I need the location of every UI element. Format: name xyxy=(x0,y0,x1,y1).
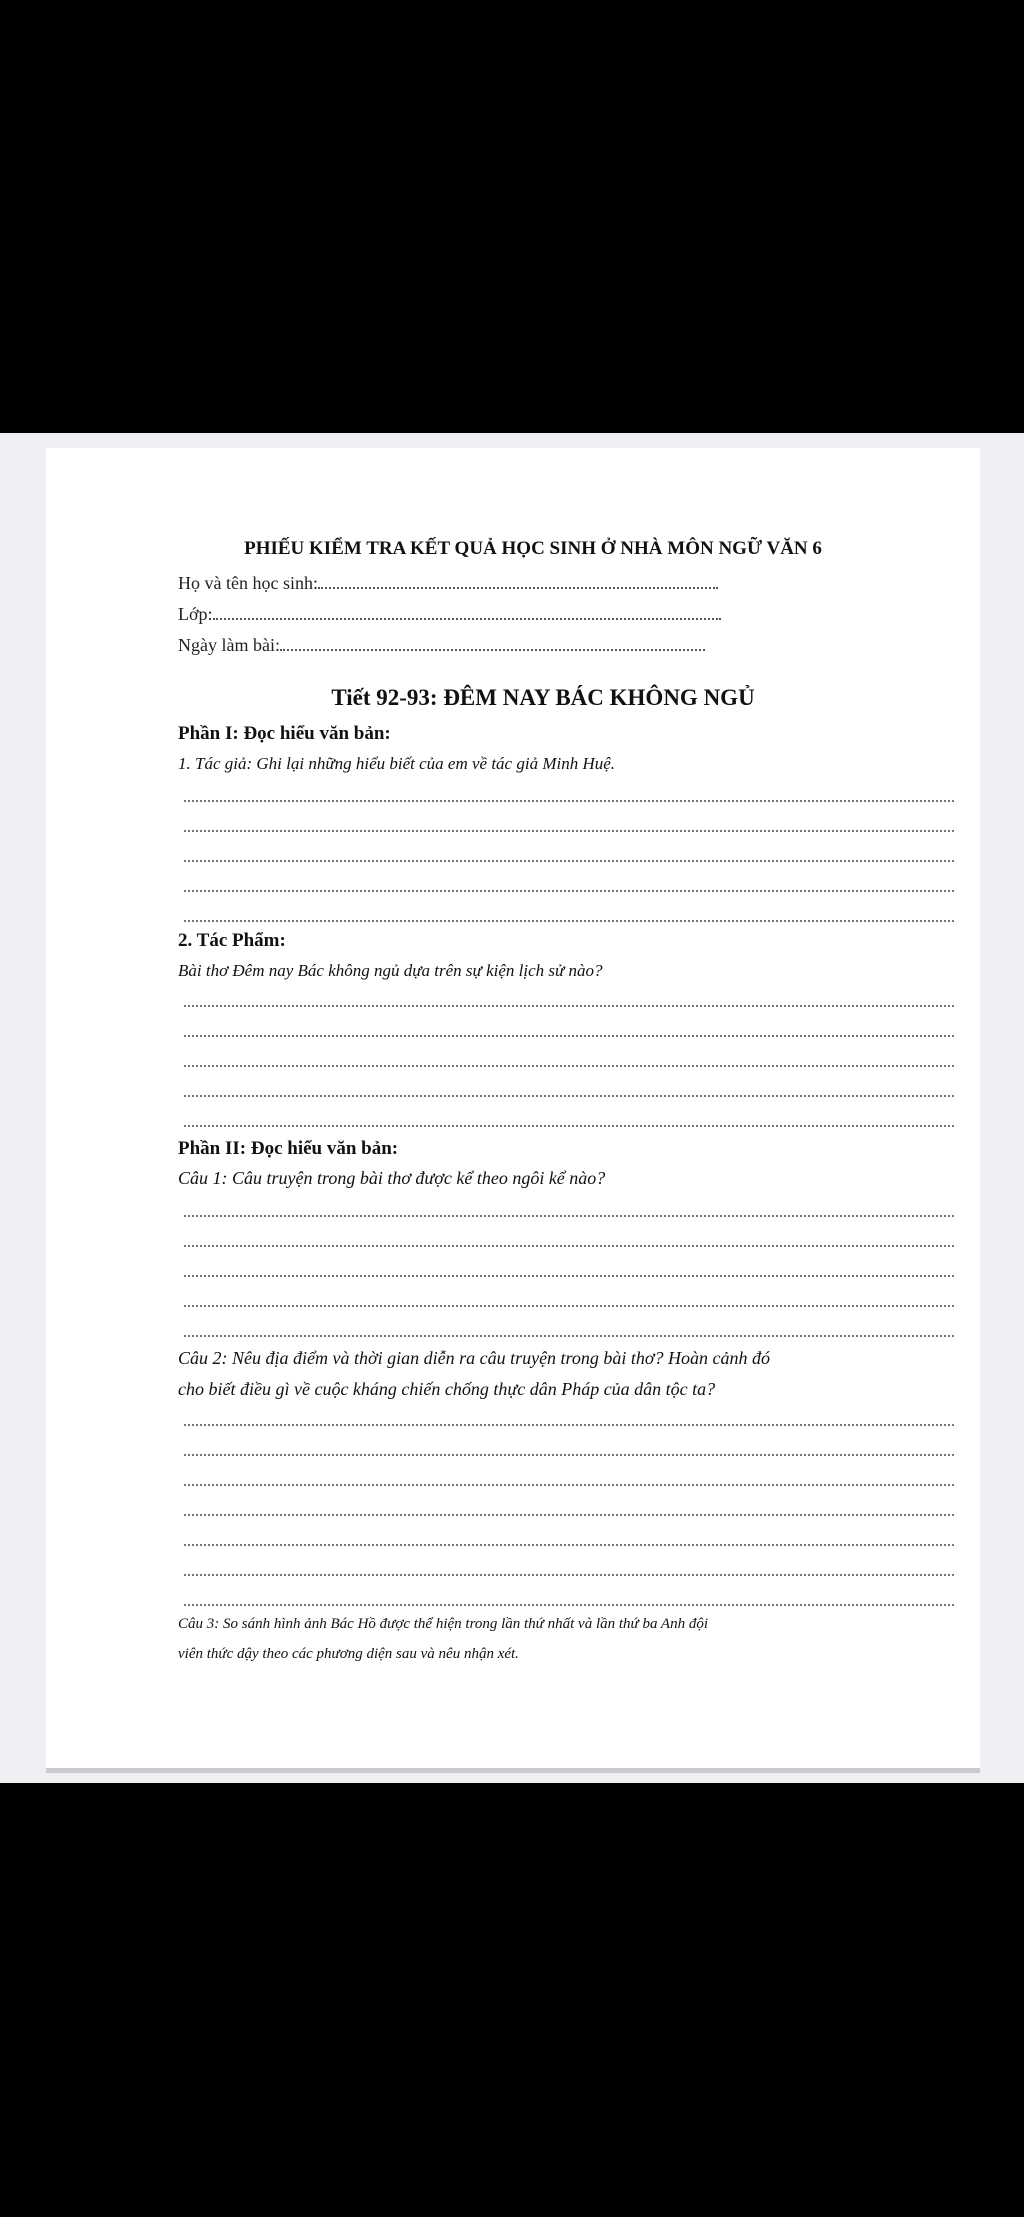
answer-line xyxy=(184,1245,954,1247)
lesson-title: Tiết 92-93: ĐÊM NAY BÁC KHÔNG NGỦ xyxy=(331,685,755,710)
part1-question-author: 1. Tác giả: Ghi lại những hiểu biết của em về tác giả Minh Huệ. xyxy=(178,754,616,773)
student-name-field xyxy=(178,573,718,594)
answer-line xyxy=(184,860,954,862)
part2-question-2-line2: cho biết điều gì về cuộc kháng chiến chống thực dân Pháp của dân tộc ta? xyxy=(178,1379,716,1399)
part1-question-works: Bài thơ Đêm nay Bác không ngủ dựa trên sự kiện lịch sử nào? xyxy=(178,961,603,980)
answer-line xyxy=(184,1574,954,1576)
part1-heading: Phần I: Đọc hiểu văn bản: xyxy=(178,723,391,744)
class-blank xyxy=(213,604,721,620)
student-name-blank xyxy=(318,573,718,589)
worksheet-title: PHIẾU KIỂM TRA KẾT QUẢ HỌC SINH Ở NHÀ MÔN NGỮ VĂN 6 xyxy=(244,538,822,559)
answer-line xyxy=(184,890,954,892)
answer-line xyxy=(184,1065,954,1067)
date-label: Ngày làm bài: xyxy=(178,635,280,655)
class-label: Lớp: xyxy=(178,604,213,624)
answer-line xyxy=(184,920,954,922)
part2-question-1: Câu 1: Câu truyện trong bài thơ được kể theo ngôi kể nào? xyxy=(178,1168,606,1188)
answer-line xyxy=(184,800,954,802)
part2-question-2-line1: Câu 2: Nêu địa điểm và thời gian diễn ra câu truyện trong bài thơ? Hoàn cảnh đó xyxy=(178,1348,770,1368)
document-page xyxy=(46,448,980,1768)
answer-line xyxy=(184,1125,954,1127)
class-field xyxy=(178,604,721,625)
answer-line xyxy=(184,1035,954,1037)
answer-line xyxy=(184,1305,954,1307)
date-field xyxy=(178,635,705,656)
answer-line xyxy=(184,1005,954,1007)
answer-line xyxy=(184,1215,954,1217)
date-blank xyxy=(280,635,705,651)
part2-question-3-line1: Câu 3: So sánh hình ảnh Bác Hồ được thể hiện trong lần thứ nhất và lần thứ ba Anh đội xyxy=(178,1616,709,1632)
answer-line xyxy=(184,1424,954,1426)
answer-line xyxy=(184,1484,954,1486)
part2-question-3-line2: viên thức dậy theo các phương diện sau và nêu nhận xét. xyxy=(178,1646,519,1662)
student-name-label: Họ và tên học sinh: xyxy=(178,573,318,593)
answer-line xyxy=(184,1095,954,1097)
answer-line xyxy=(184,1454,954,1456)
answer-line xyxy=(184,1514,954,1516)
answer-line xyxy=(184,1544,954,1546)
answer-line xyxy=(184,1604,954,1606)
answer-line xyxy=(184,830,954,832)
part2-heading: Phần II: Đọc hiểu văn bản: xyxy=(178,1138,399,1159)
answer-line xyxy=(184,1335,954,1337)
works-heading: 2. Tác Phẩm: xyxy=(178,930,286,951)
answer-line xyxy=(184,1275,954,1277)
